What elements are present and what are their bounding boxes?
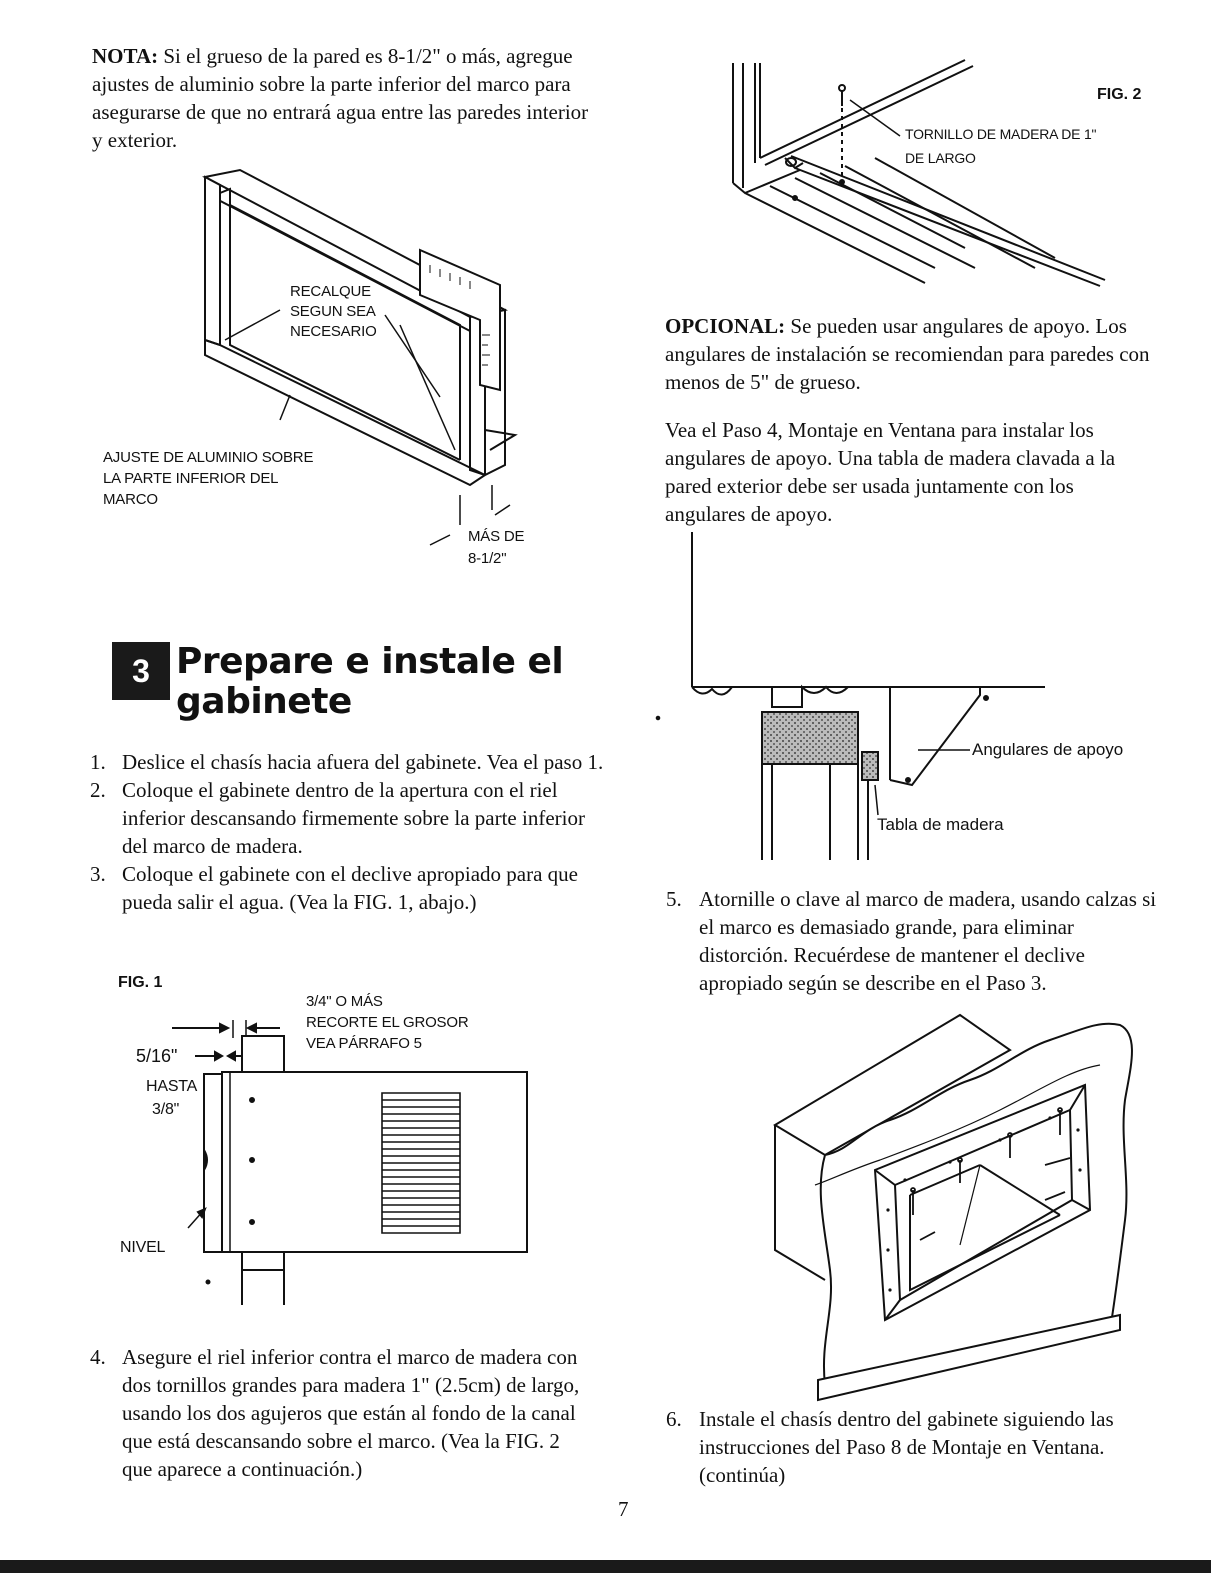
fig2-callout <box>905 122 1096 170</box>
recalque-line-3: NECESARIO <box>290 323 377 340</box>
list-item-text: Deslice el chasís hacia afuera del gabinete. Vea el paso 1. <box>122 750 604 774</box>
recalque-label <box>290 282 377 342</box>
bracket-drawing <box>650 530 1070 865</box>
fig1-top-line-1: 3/4" O MÁS <box>306 993 383 1010</box>
fig2-callout-line-1: TORNILLO DE MADERA DE 1" <box>905 126 1097 142</box>
list-item <box>90 776 610 860</box>
nota-text: Si el grueso de la pared es 8-1/2" o más, agregue ajustes de aluminio sobre la parte inferior del marco para asegurarse de que no entrará agua entre las paredes interior y exterior. <box>92 44 589 152</box>
item5-number: 5. <box>666 887 682 911</box>
list-item <box>90 860 610 916</box>
item4-number: 4. <box>90 1345 106 1369</box>
fig1-nivel: NIVEL <box>120 1239 166 1256</box>
page-number: 7 <box>618 1497 629 1521</box>
fig1-top-line-2: RECORTE EL GROSOR <box>306 1014 469 1031</box>
step3-list <box>90 748 610 916</box>
item4 <box>90 1343 595 1483</box>
fig1-hasta: HASTA <box>146 1078 198 1095</box>
opcional-paragraph <box>665 312 1165 396</box>
list-item-text: Coloque el gabinete con el declive apropiado para que pueda salir el agua. (Vea la FIG. 1, abajo.) <box>122 862 578 914</box>
step-title <box>176 642 563 722</box>
nota-label: NOTA: <box>92 44 159 68</box>
recalque-line-2: SEGUN SEA <box>290 303 376 320</box>
ajuste-line-2: LA PARTE INFERIOR DEL <box>103 470 279 487</box>
bottom-border <box>0 1560 1211 1573</box>
vea-paso-paragraph: Vea el Paso 4, Montaje en Ventana para instalar los angulares de apoyo. Una tabla de madera clavada a la pared exterior debe ser usada juntamente con los angulares de apoyo. <box>665 418 1116 526</box>
list-item-number: 2. <box>90 778 106 802</box>
fig2-callout-line-2: DE LARGO <box>905 150 976 166</box>
item6-text: Instale el chasís dentro del gabinete siguiendo las instrucciones del Paso 8 de Montaje en Ventana. (continúa) <box>699 1407 1114 1487</box>
step-number-badge <box>112 642 170 700</box>
fig1-drawing <box>160 1010 540 1310</box>
step-number: 3 <box>132 652 150 689</box>
opcional-label: OPCIONAL: <box>665 314 786 338</box>
list-item-number: 1. <box>90 750 106 774</box>
fig1-gap-label-2: 3/8" <box>152 1101 180 1118</box>
ajuste-line-1: AJUSTE DE ALUMINIO SOBRE <box>103 449 314 466</box>
step-title-line-1: Prepare e instale el <box>176 641 564 682</box>
item5 <box>666 885 1166 997</box>
fig2-drawing <box>725 58 1125 293</box>
tabla-label: Tabla de madera <box>877 815 1004 834</box>
mas-de-line-2: 8-1/2" <box>468 550 507 567</box>
cabinet-wall-drawing <box>770 1010 1160 1405</box>
fig1-label: FIG. 1 <box>118 974 163 991</box>
fig2-label: FIG. 2 <box>1097 86 1142 103</box>
mas-de-label <box>468 526 524 570</box>
item5-text: Atornille o clave al marco de madera, usando calzas si el marco es demasiado grande, para eliminar distorción. Recuérdese de mantener el declive apropiado según se describe en el Paso 3. <box>699 887 1157 995</box>
nota-paragraph <box>92 42 597 154</box>
list-item-number: 3. <box>90 862 106 886</box>
opcional-text: Se pueden usar angulares de apoyo. Los angulares de instalación se recomiendan para paredes con menos de 5" de grueso. <box>665 314 1150 394</box>
item4-text: Asegure el riel inferior contra el marco de madera con dos tornillos grandes para madera 1" (2.5cm) de largo, usando los dos agujeros que están al fondo de la canal que está descansando sobre el marco. (Vea la FIG. 2 que aparece a continuación.) <box>122 1345 580 1481</box>
ajuste-aluminio-label <box>103 447 313 510</box>
list-item <box>90 748 610 776</box>
list-item-text: Coloque el gabinete dentro de la apertura con el riel inferior descansando firmemente sobre la parte inferior del marco de madera. <box>122 778 585 858</box>
ajuste-line-3: MARCO <box>103 491 158 508</box>
fig1-gap-label: 5/16" <box>136 1046 178 1066</box>
angulares-label: Angulares de apoyo <box>972 740 1124 759</box>
item6-number: 6. <box>666 1407 682 1431</box>
fig1-top-line-3: VEA PÁRRAFO 5 <box>306 1035 422 1052</box>
step-title-line-2: gabinete <box>176 681 352 722</box>
item6 <box>666 1405 1166 1489</box>
mas-de-line-1: MÁS DE <box>468 528 525 545</box>
recalque-line-1: RECALQUE <box>290 283 371 300</box>
